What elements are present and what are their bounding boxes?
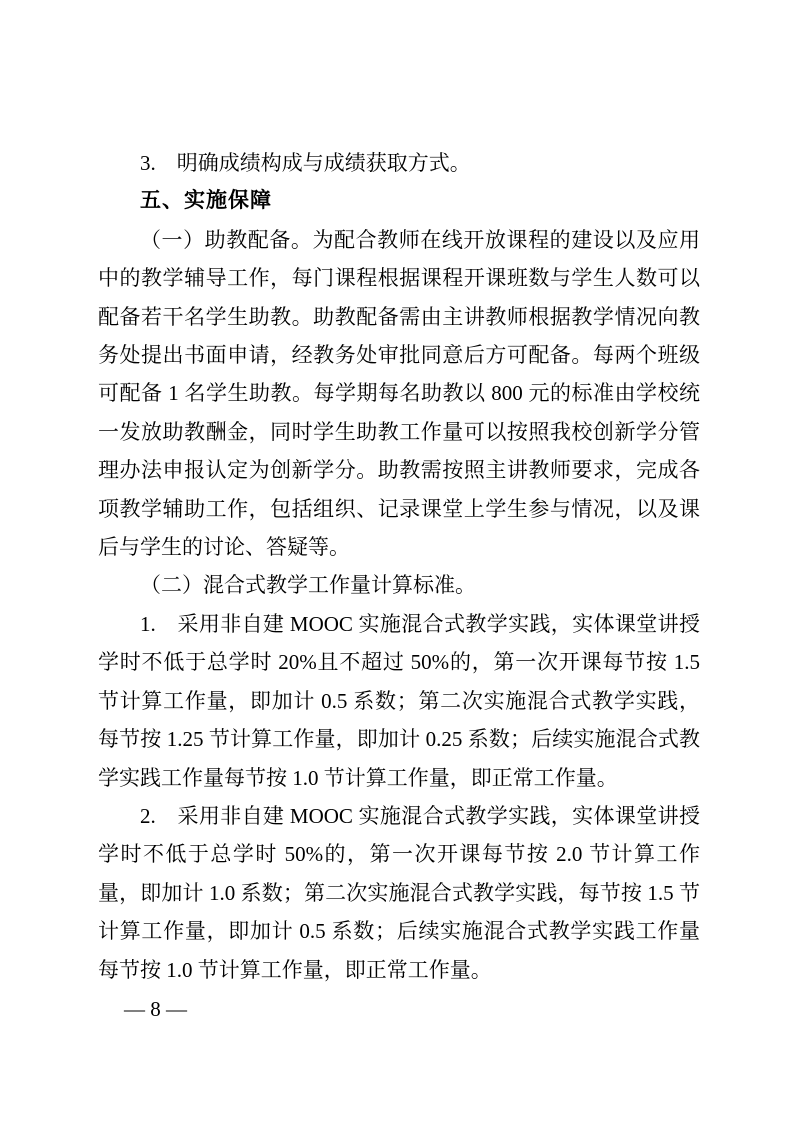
list-item-workload-rule-1: 1. 采用非自建 MOOC 实施混合式教学实践，实体课堂讲授学时不低于总学时 20%且不超过 50%的，第一次开课每节按 1.5 节计算工作量，即加计 0.5 系数；第二次实施混合式教学实践，每节按 1.25 节计算工作量，即加计 0.25 系数；后续实施混合式教学实践工作量每节按 1.0 节计算工作量，即正常工作量。 — [98, 611, 700, 790]
list-item-3: 3. 明确成绩构成与成绩获取方式。 — [140, 151, 471, 175]
page-number: — 8 — — [124, 997, 187, 1021]
paragraph-workload-standard-title: （二）混合式教学工作量计算标准。 — [140, 573, 476, 598]
paragraph-assistant-allocation: （一）助教配备。为配合教师在线开放课程的建设以及应用中的教学辅导工作，每门课程根据课程开课班数与学生人数可以配备若干名学生助教。助教配备需由主讲教师根据教学情况向教务处提出书面申请，经教务处审批同意后方可配备。每两个班级可配备 1 名学生助教。每学期每名助教以 800 元的标准由学校统一发放助教酬金，同时学生助教工作量可以按照我校创新学分管理办法申报认定为创新学分。助教需按照主讲教师要求，完成各项教学辅助工作，包括组织、记录课堂上学生参与情况，以及课后与学生的讨论、答疑等。 — [98, 227, 700, 560]
list-item-workload-rule-2: 2. 采用非自建 MOOC 实施混合式教学实践，实体课堂讲授学时不低于总学时 50%的，第一次开课每节按 2.0 节计算工作量，即加计 1.0 系数；第二次实施混合式教学实践，每节按 1.5 节计算工作量，即加计 0.5 系数；后续实施混合式教学实践工作量每节按 1.0 节计算工作量，即正常工作量。 — [98, 803, 700, 982]
section-heading-5: 五、实施保障 — [140, 189, 272, 213]
